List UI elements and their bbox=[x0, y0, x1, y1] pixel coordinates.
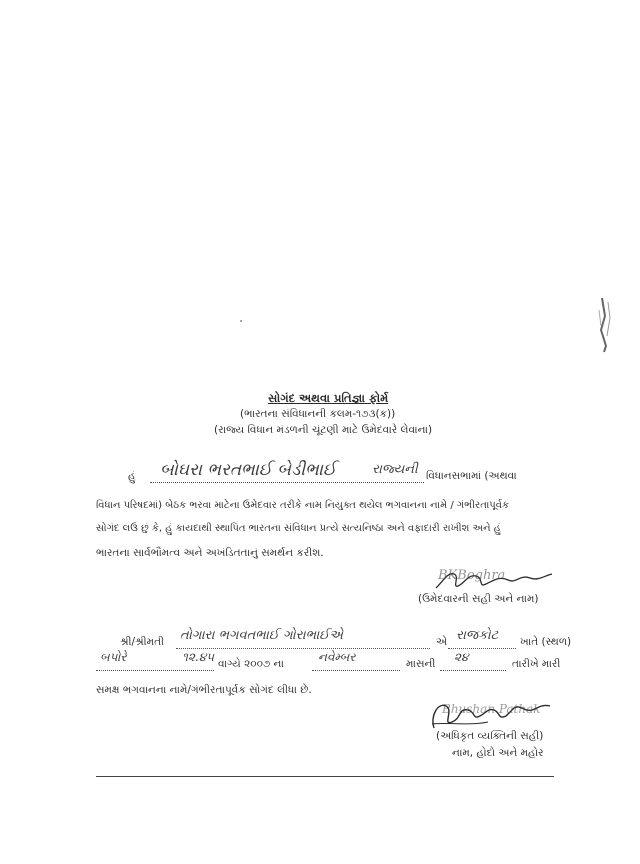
bottom-rule bbox=[96, 776, 554, 777]
oath-line-2: વિધાન પરિષદમાં) બેઠક ભરવા માટેના ઉમેદવાર તરીકે નામ નિયુક્ત થયેલ ભગવાનના નામે / ગંભીરતાપૂર્વક bbox=[96, 500, 510, 511]
officer-name-handwritten: તોગારા ભગવતભાઈ ગોરાભાઈએ bbox=[180, 628, 343, 643]
month-handwritten: નવેમ્બર bbox=[318, 650, 356, 664]
form-title: સોગંદ અથવા પ્રતિજ્ઞા ફોર્મ bbox=[268, 391, 389, 405]
attestation-line-3: સમક્ષ ભગવાનના નામે/ગંભીરતાપૂર્વક સોગંદ લીધા છે. bbox=[96, 684, 312, 696]
candidate-name-dotted-line bbox=[150, 470, 424, 483]
oath-line-1-end: વિધાનસભામાં (અથવા bbox=[426, 470, 517, 482]
scan-speck bbox=[240, 320, 242, 322]
day-dotted-line bbox=[440, 658, 506, 671]
attestation-prefix: શ્રી/શ્રીમતી bbox=[120, 636, 165, 648]
oath-line-4: ભારતના સાર્વભૌમત્વ અને અખંડિતતાનું સમર્થન કરીશ. bbox=[96, 547, 324, 559]
form-subtitle-scope: (રાજ્ય વિધાન મંડળની ચૂંટણી માટે ઉમેદવારે લેવાના) bbox=[214, 424, 433, 436]
place-suffix: ખાતે (સ્થળ) bbox=[520, 636, 572, 648]
officer-name-designation-seal-label: નામ, હોદો અને મહોર bbox=[452, 747, 544, 759]
day-label: તારીખે મારી bbox=[512, 658, 561, 670]
day-handwritten: ૨૪ bbox=[454, 650, 469, 664]
time-prefix-handwritten: બપોરે bbox=[100, 650, 127, 664]
form-subtitle-article: (ભારતના સંવિધાનની કલમ-૧૭૩(ક)) bbox=[240, 408, 396, 420]
month-label: માસની bbox=[406, 658, 436, 670]
candidate-signature-text: BKBoghra bbox=[438, 568, 506, 583]
place-handwritten: રાજકોટ bbox=[456, 628, 499, 643]
candidate-name-handwritten: બોઘરા ભરતભાઈ બેડીભાઈ bbox=[160, 460, 337, 480]
time-label: વાગ્યે ૨૦૦૭ ના bbox=[218, 658, 284, 670]
officer-signature bbox=[428, 698, 558, 732]
candidate-signature bbox=[434, 566, 554, 594]
time-handwritten: ૧૨.૪૫ bbox=[182, 650, 215, 664]
officer-signature-label: (અધિકૃત વ્યક્તિની સહી) bbox=[436, 730, 544, 742]
scan-edge-mark bbox=[596, 296, 616, 354]
candidate-signature-label: (ઉમેદવારની સહી અને નામ) bbox=[418, 593, 539, 605]
candidate-name-suffix-handwritten: રાજ્યની bbox=[372, 462, 418, 477]
oath-i-word: હું bbox=[128, 470, 136, 482]
officer-signature-text: Bhushan Pathak bbox=[442, 702, 541, 716]
attestation-e: એ bbox=[436, 636, 448, 648]
oath-line-3: સોગંદ લઉ છું કે, હું કાયદાથી સ્થાપિત ભારતના સંવિધાન પ્રત્યે સત્યનિષ્ઠા અને વફાદારી રાખીશ અને હું bbox=[96, 523, 501, 534]
